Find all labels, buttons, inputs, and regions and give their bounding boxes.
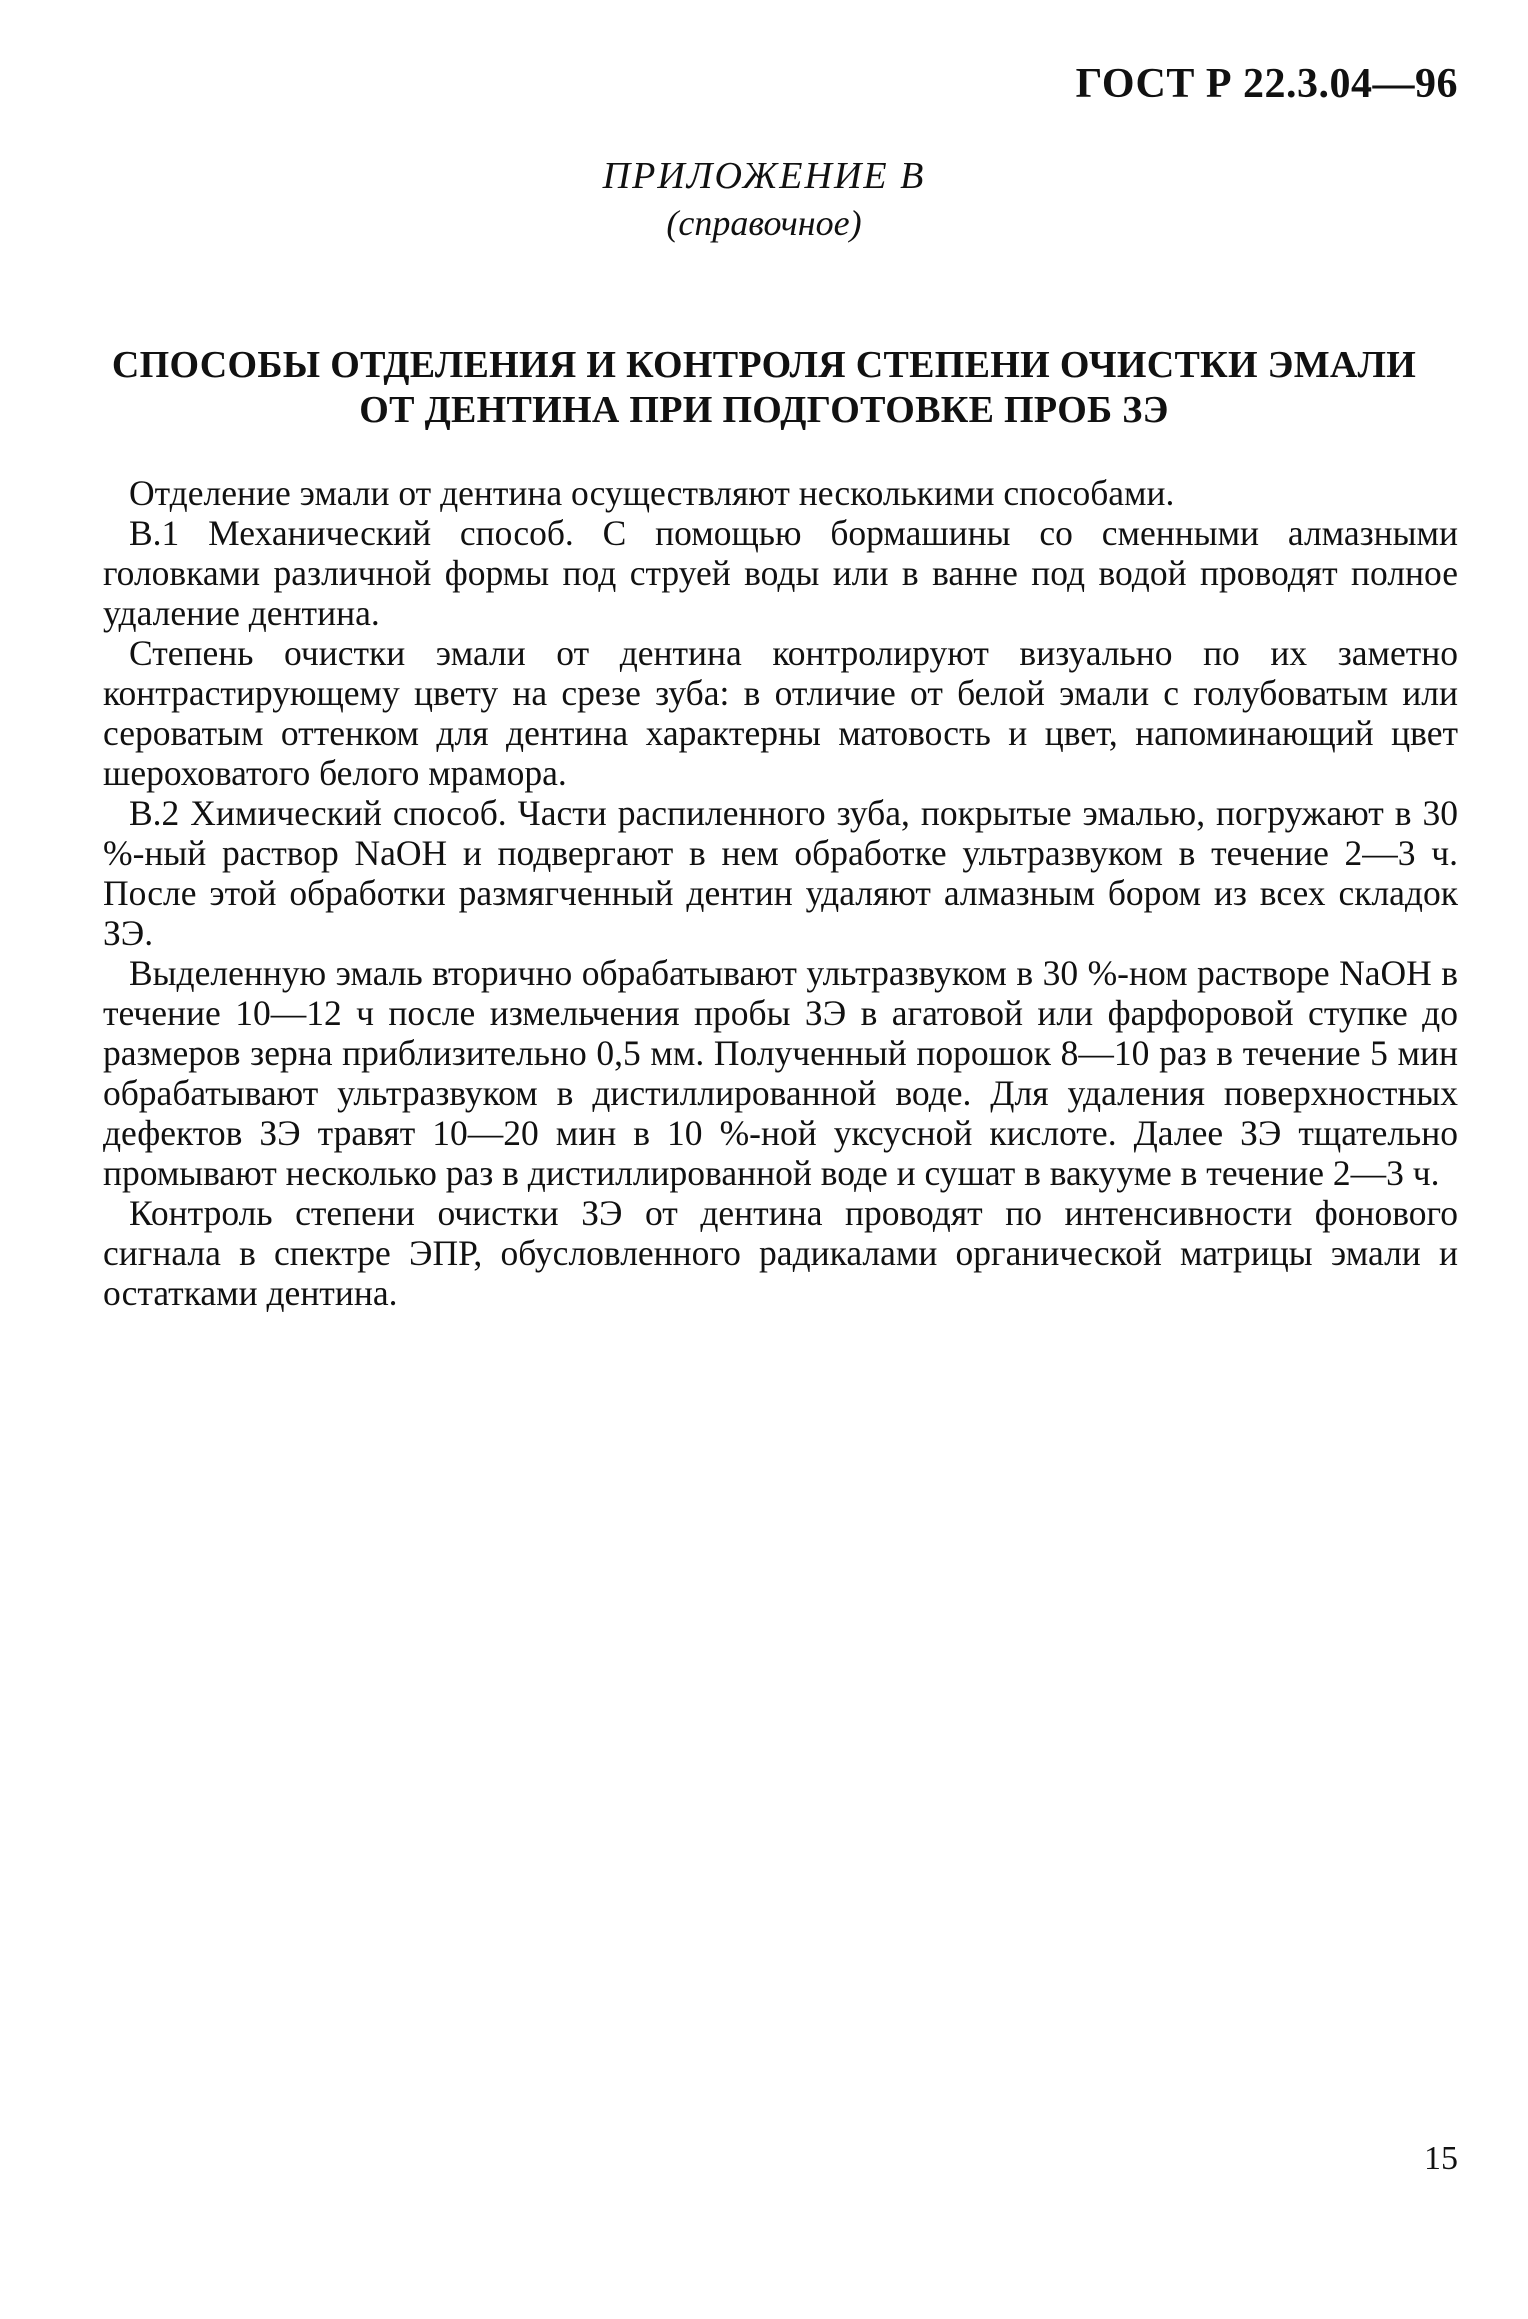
paragraph-visual-control: Степень очистки эмали от дентина контролируют визуально по их заметно контрастирующему цвету на срезе зуба: в отличие от белой эмали с голубоватым или сероватым оттенком для дентина характерны матовость и цвет, напоминающий цвет шероховатого белого мрамора. xyxy=(103,633,1458,793)
section-title xyxy=(100,343,1428,433)
section-title-line-1: СПОСОБЫ ОТДЕЛЕНИЯ И КОНТРОЛЯ СТЕПЕНИ ОЧИСТКИ ЭМАЛИ xyxy=(111,344,1417,386)
paragraph-chemical-method: В.2 Химический способ. Части распиленного зуба, покрытые эмалью, погружают в 30 %-ный раствор NaOH и подвергают в нем обработке ультразвуком в течение 2—3 ч. После этой обработки размягченный дентин удаляют алмазным бором из всех складок ЗЭ. xyxy=(103,793,1458,953)
paragraph-intro: Отделение эмали от дентина осуществляют несколькими способами. xyxy=(129,473,1175,513)
appendix-type: (справочное) xyxy=(666,203,862,243)
section-title-line-2: ОТ ДЕНТИНА ПРИ ПОДГОТОВКЕ ПРОБ ЗЭ xyxy=(359,389,1169,431)
document-code: ГОСТ Р 22.3.04—96 xyxy=(1075,61,1458,107)
appendix-heading xyxy=(0,152,1528,246)
paragraph-epr-control: Контроль степени очистки ЗЭ от дентина проводят по интенсивности фонового сигнала в спектре ЭПР, обусловленного радикалами органической матрицы эмали и остатками дентина. xyxy=(103,1193,1458,1313)
paragraph-mechanical-method: В.1 Механический способ. С помощью бормашины со сменными алмазными головками различной формы под струей воды или в ванне под водой проводят полное удаление дентина. xyxy=(103,513,1458,633)
appendix-label: ПРИЛОЖЕНИЕ В xyxy=(602,155,926,197)
body-text xyxy=(103,473,1458,1313)
paragraph-secondary-treatment: Выделенную эмаль вторично обрабатывают ультразвуком в 30 %-ном растворе NaOH в течение 10—12 ч после измельчения пробы ЗЭ в агатовой или фарфоровой ступке до размеров зерна приблизительно 0,5 мм. Полученный порошок 8—10 раз в течение 5 мин обрабатывают ультразвуком в дистиллированной воде. Для удаления поверхностных дефектов ЗЭ травят 10—20 мин в 10 %-ной уксусной кислоте. Далее ЗЭ тщательно промывают несколько раз в дистиллированной воде и сушат в вакууме в течение 2—3 ч. xyxy=(103,953,1458,1193)
page-number: 15 xyxy=(1424,2140,1458,2177)
